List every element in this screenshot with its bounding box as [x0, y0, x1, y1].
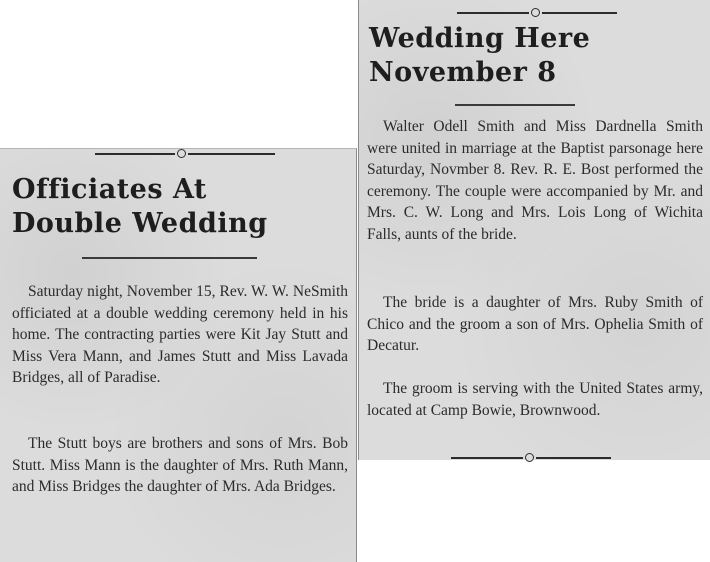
ornament-line-left — [95, 153, 175, 155]
headline-line-1: Officiates At — [12, 174, 207, 205]
ornament-dot — [525, 453, 534, 462]
headline-line-2: Double Wedding — [12, 208, 268, 239]
headline-rule — [82, 257, 257, 259]
article-paragraph-1: Saturday night, November 15, Rev. W. W. NeSmith officiated at a double wedding ceremony held in his home. The contracting parties were Kit Jay Stutt and Miss Vera Mann, and James Stutt and Miss Lavada Bridges, all of Paradise. — [12, 283, 348, 386]
article-paragraph-2: The bride is a daughter of Mrs. Ruby Smith of Chico and the groom a son of Mrs. Ophelia Smith of Decatur. — [367, 294, 703, 354]
headline-line-2: November 8 — [369, 57, 557, 88]
bottom-ornament — [451, 453, 611, 463]
left-clipping — [0, 148, 357, 562]
ornament-line-left — [451, 457, 523, 459]
ornament-line-right — [188, 153, 275, 155]
headline-line-1: Wedding Here — [369, 23, 591, 54]
right-clipping — [358, 0, 710, 460]
article-paragraph-1: Walter Odell Smith and Miss Dardnella Smith were united in marriage at the Baptist parsonage here Saturday, Novmber 8. Rev. R. E. Bost performed the ceremony. The couple were accompanied by Mr. and Mrs. C. W. Long and Mrs. Lois Long of Wichita Falls, aunts of the bride. — [367, 118, 703, 243]
top-ornament — [457, 8, 617, 18]
ornament-line-right — [542, 12, 617, 14]
ornament-line-left — [457, 12, 529, 14]
article-paragraph-2: The Stutt boys are brothers and sons of Mrs. Bob Stutt. Miss Mann is the daughter of Mrs. Ruth Mann, and Miss Bridges the daughter of Mrs. Ada Bridges. — [12, 435, 348, 495]
article-paragraph-3: The groom is serving with the United States army, located at Camp Bowie, Brownwood. — [367, 380, 703, 419]
ornament-dot — [177, 149, 186, 158]
top-ornament — [95, 149, 275, 159]
ornament-line-right — [536, 457, 611, 459]
headline-rule — [455, 104, 575, 106]
ornament-dot — [531, 8, 540, 17]
